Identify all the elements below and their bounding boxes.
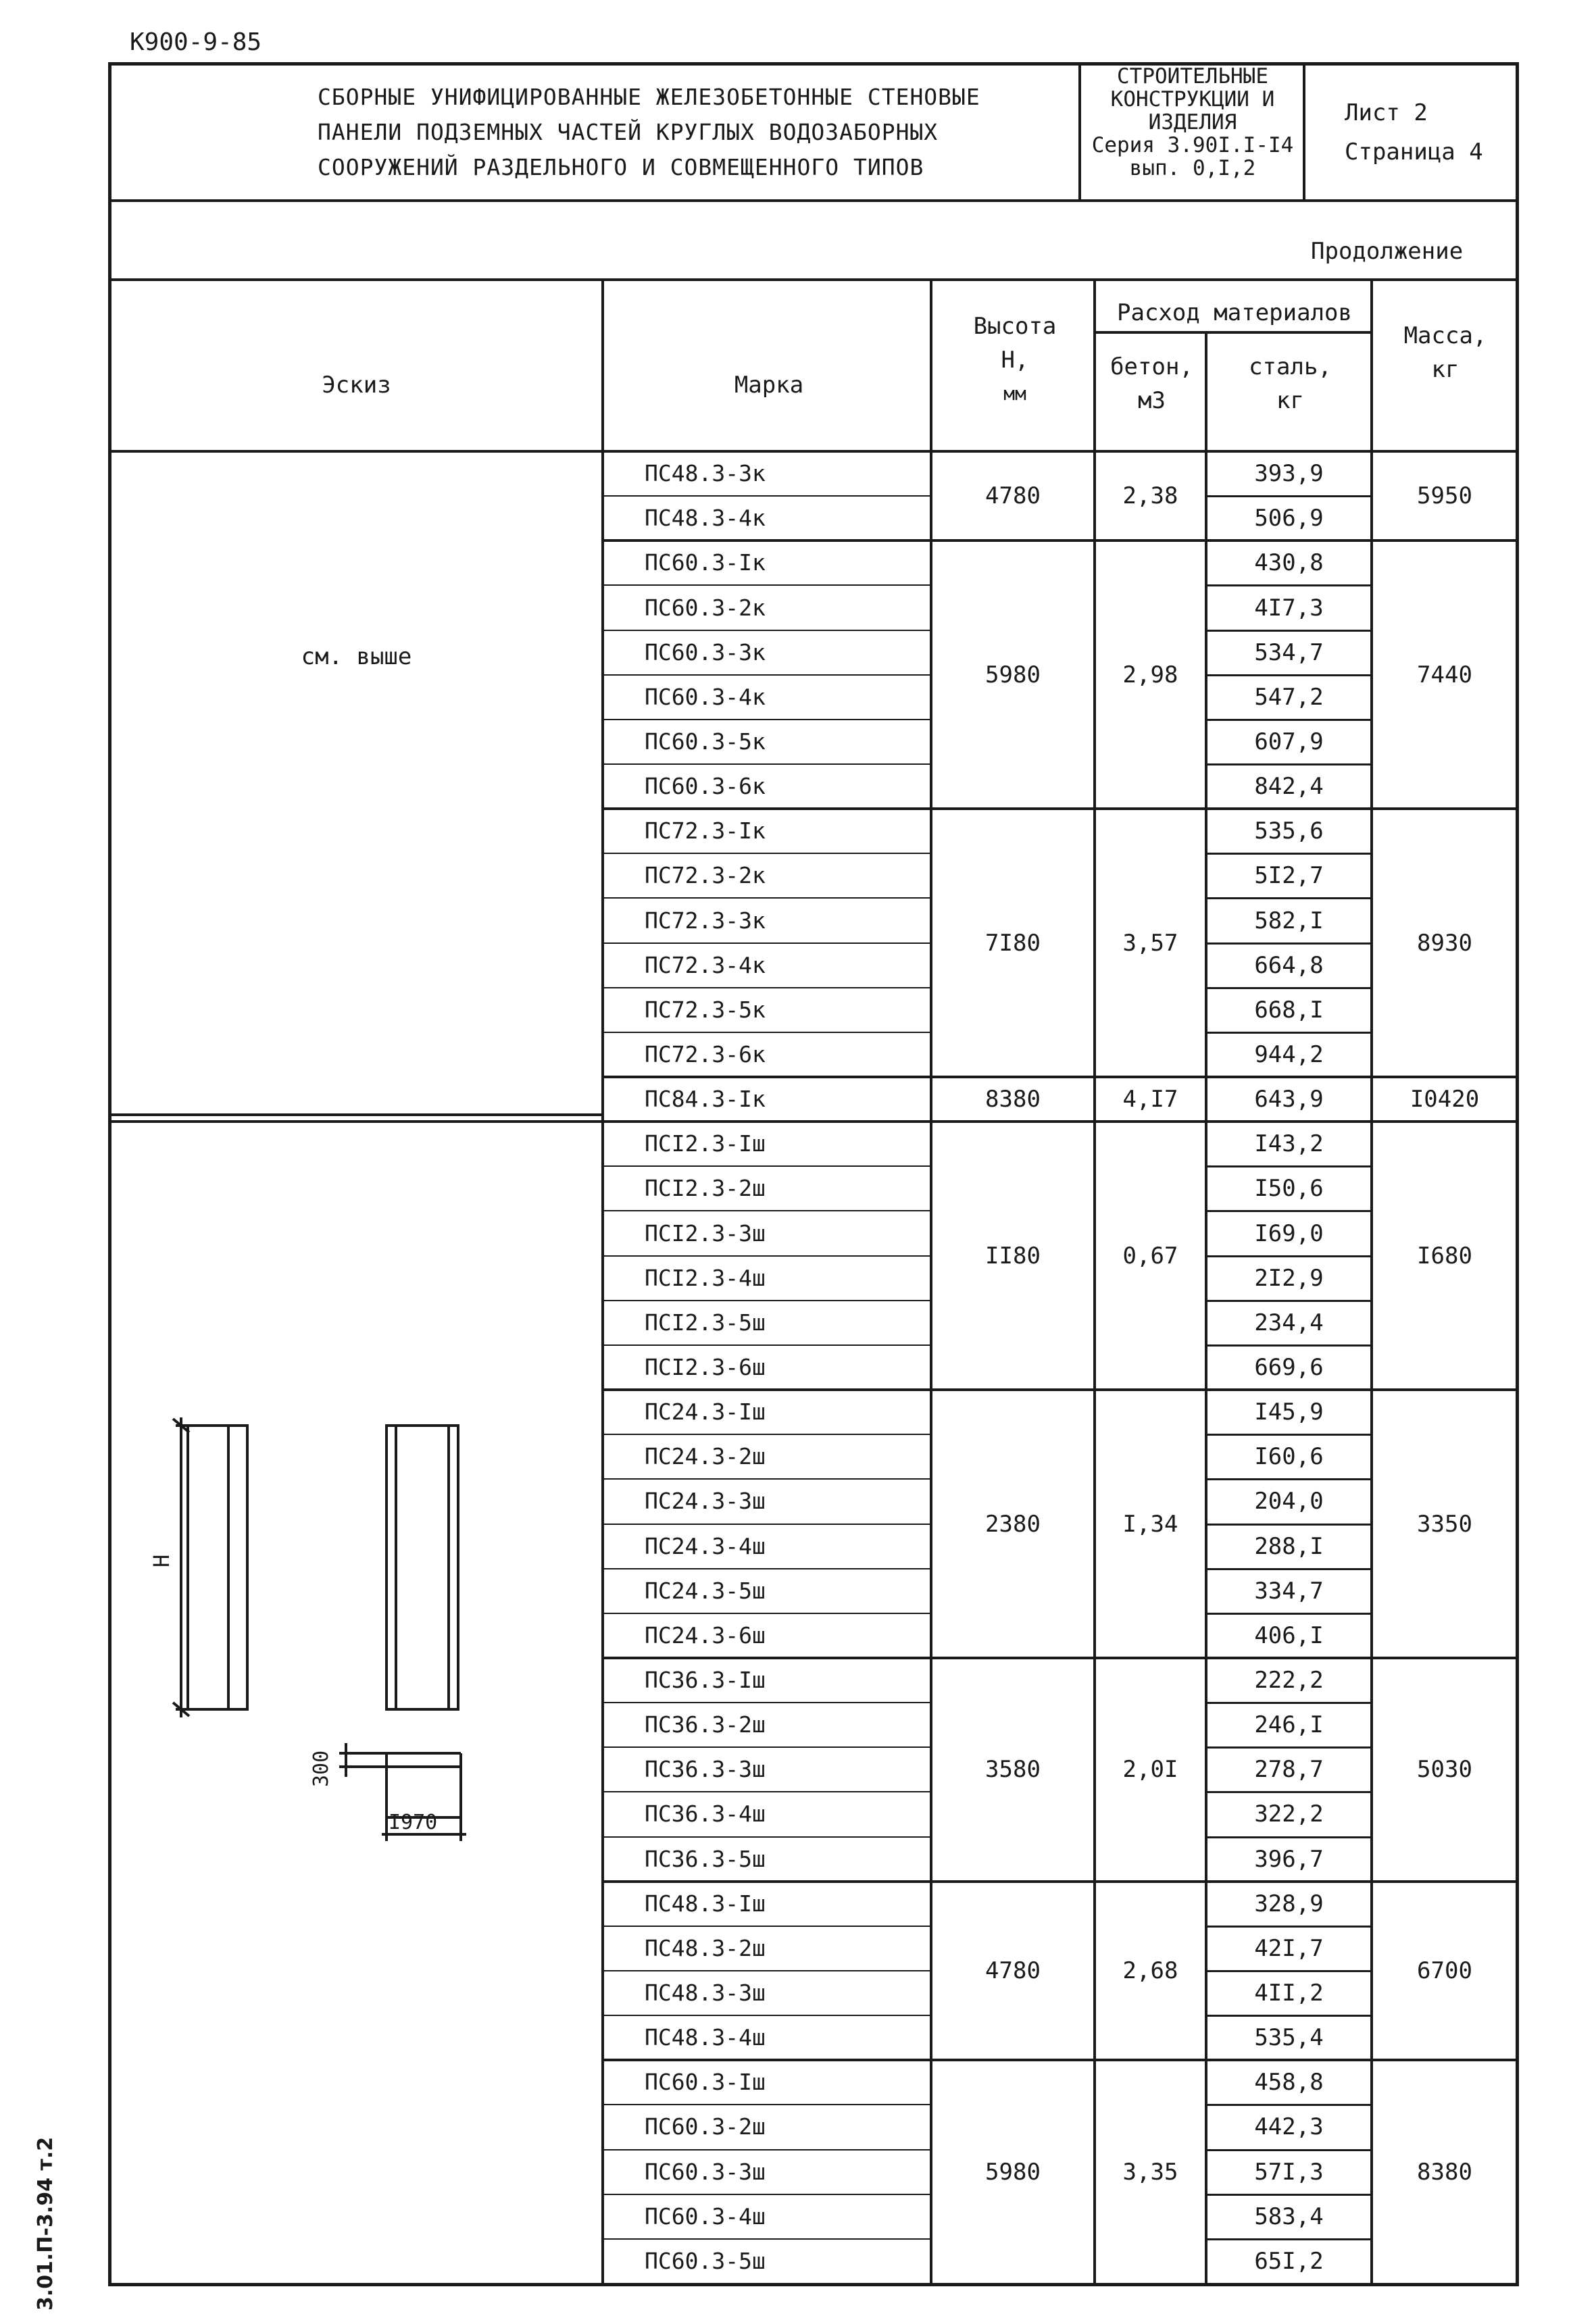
series-line-5: вып. 0,I,2 [1129,156,1256,180]
row-marka: ПС24.3-5ш [645,1577,766,1604]
row-steel: 393,9 [1254,460,1324,488]
sheet-number: Лист 2 [1345,99,1428,126]
panel-sketch [149,1405,500,1865]
group-concrete: 3,57 [1122,929,1178,957]
steel-row-divider [1207,1746,1372,1749]
row-marka: ПС60.3-2ш [645,2113,766,2140]
row-divider [603,1702,931,1703]
row-divider [603,853,931,854]
header-steel-line-2: кг [1276,387,1304,414]
sketch-label-1970: I970 [389,1811,438,1834]
row-marka: ПС48.3-Iш [645,1890,766,1917]
row-divider [603,987,931,988]
continuation-label: Продолжение [1311,238,1464,265]
row-divider [603,1478,931,1480]
row-marka: ПС36.3-4ш [645,1801,766,1828]
row-divider [603,1434,931,1435]
row-steel: 430,8 [1254,549,1324,577]
row-steel: I43,2 [1254,1130,1324,1158]
row-divider [603,630,931,631]
row-divider [603,763,931,765]
row-marka: ПСI2.3-6ш [645,1353,766,1380]
steel-row-divider [1207,2015,1372,2017]
row-steel: 607,9 [1254,728,1324,755]
row-steel: 204,0 [1254,1488,1324,1515]
header-materials: Расход материалов [1117,299,1352,326]
document-title [318,80,1068,185]
series-line-2: КОНСТРУКЦИИ И [1110,87,1275,111]
header-concrete [1096,350,1207,418]
row-steel: 944,2 [1254,1040,1324,1068]
steel-row-divider [1207,1568,1372,1570]
row-marka: ПС60.3-5к [645,728,766,755]
row-marka: ПС24.3-6ш [645,1621,766,1649]
steel-row-divider [1207,584,1372,586]
title-line-1: СБОРНЫЕ УНИФИЦИРОВАННЫЕ ЖЕЛЕЗОБЕТОННЫЕ СТЕНОВЫЕ [318,84,980,110]
group-height: II80 [985,1242,1041,1269]
row-marka: ПС36.3-Iш [645,1667,766,1693]
row-marka: ПС84.3-Iк [645,1086,766,1113]
steel-row-divider [1207,2194,1372,2196]
row-marka: ПСI2.3-5ш [645,1309,766,1336]
row-divider [603,1344,931,1346]
row-steel: 5I2,7 [1254,862,1324,890]
group-concrete: 2,0I [1122,1756,1178,1784]
header-steel-line-1: сталь, [1249,353,1332,380]
row-steel: 643,9 [1254,1086,1324,1113]
group-mass: I0420 [1410,1086,1480,1113]
row-divider [603,2238,931,2240]
row-marka: ПС36.3-2ш [645,1711,766,1738]
steel-row-divider [1207,1524,1372,1526]
row-marka: ПС48.3-3к [645,460,766,487]
row-divider [603,1300,931,1301]
group-height: 5980 [985,2158,1041,2186]
row-steel: 42I,7 [1254,1934,1324,1962]
header-marka: Марка [734,372,804,399]
steel-row-divider [1207,719,1372,721]
series-line-1: СТРОИТЕЛЬНЫЕ [1117,64,1268,89]
row-marka: ПС60.3-2к [645,594,766,621]
row-steel: 535,4 [1254,2024,1324,2052]
row-steel: 322,2 [1254,1801,1324,1828]
row-steel: 334,7 [1254,1577,1324,1605]
header-height-line-1: Высота [973,313,1057,340]
header-height [934,309,1096,411]
steel-row-divider [1207,1791,1372,1793]
row-divider [603,1791,931,1792]
row-marka: ПС72.3-2к [645,862,766,889]
row-divider [603,2194,931,2195]
row-divider [603,1926,931,1927]
row-marka: ПС36.3-3ш [645,1756,766,1783]
row-divider [603,1970,931,1971]
row-marka: ПС72.3-6к [645,1040,766,1067]
row-marka: ПС60.3-4ш [645,2203,766,2230]
steel-row-divider [1207,897,1372,899]
row-steel: I69,0 [1254,1219,1324,1247]
row-marka: ПСI2.3-2ш [645,1175,766,1202]
group-concrete: 3,35 [1122,2158,1178,2186]
group-mass: 6700 [1417,1957,1472,1984]
steel-row-divider [1207,1970,1372,1972]
steel-row-divider [1207,1300,1372,1302]
row-divider [603,1746,931,1748]
steel-row-divider [1207,1836,1372,1838]
row-steel: I45,9 [1254,1399,1324,1426]
row-marka: ПС72.3-Iк [645,818,766,845]
row-steel: 669,6 [1254,1353,1324,1381]
header-mass-line-1: Масса, [1403,322,1487,349]
row-marka: ПС60.3-6к [645,773,766,800]
steel-row-divider [1207,1613,1372,1615]
row-marka: ПС60.3-5ш [645,2247,766,2274]
sketch-section-divider [108,1113,603,1116]
panel-section [386,1753,461,1817]
row-steel: 458,8 [1254,2069,1324,2096]
row-steel: 278,7 [1254,1756,1324,1784]
row-steel: 396,7 [1254,1845,1324,1873]
steel-row-divider [1207,2238,1372,2240]
group-height: 4780 [985,482,1041,510]
row-divider [603,2015,931,2016]
header-concrete-line-2: м3 [1138,387,1166,414]
row-divider [603,495,931,497]
row-divider [603,942,931,944]
header-mass-line-2: кг [1431,356,1460,383]
row-divider [603,1255,931,1257]
steel-row-divider [1207,1926,1372,1928]
steel-row-divider [1207,1478,1372,1480]
row-marka: ПС60.3-4к [645,683,766,710]
group-height: 4780 [985,1957,1041,1984]
group-height: 3580 [985,1756,1041,1784]
row-marka: ПС60.3-Iш [645,2069,766,2096]
row-divider [603,1613,931,1614]
sketch-label-h: Н [149,1554,174,1567]
steel-row-divider [1207,1255,1372,1257]
row-marka: ПС24.3-3ш [645,1488,766,1515]
row-steel: 288,I [1254,1532,1324,1560]
row-marka: ПС60.3-3к [645,638,766,665]
series-line-4: Серия 3.90I.I-I4 [1091,133,1294,157]
row-divider [603,897,931,899]
row-marka: ПС24.3-4ш [645,1532,766,1559]
group-mass: 7440 [1417,661,1472,688]
group-mass: 5030 [1417,1756,1472,1784]
see-above-label: см. выше [301,643,412,670]
row-steel: I50,6 [1254,1175,1324,1203]
steel-row-divider [1207,853,1372,855]
group-concrete: 4,I7 [1122,1086,1178,1113]
row-steel: 328,9 [1254,1890,1324,1917]
row-steel: 4I7,3 [1254,594,1324,622]
row-divider [603,1568,931,1569]
steel-row-divider [1207,763,1372,765]
row-divider [603,584,931,586]
title-line-2: ПАНЕЛИ ПОДЗЕМНЫХ ЧАСТЕЙ КРУГЛЫХ ВОДОЗАБОРНЫХ [318,119,939,145]
row-divider [603,1032,931,1033]
row-divider [603,1210,931,1211]
group-concrete: I,34 [1122,1510,1178,1538]
header-height-line-3: мм [1003,382,1026,405]
header-height-line-2: Н, [1001,347,1029,374]
row-steel: 506,9 [1254,505,1324,532]
row-steel: 842,4 [1254,773,1324,801]
title-line-3: СООРУЖЕНИЙ РАЗДЕЛЬНОГО И СОВМЕЩЕННОГО ТИПОВ [318,154,924,180]
group-mass: 8930 [1417,929,1472,957]
row-steel: 2I2,9 [1254,1264,1324,1292]
row-marka: ПС60.3-3ш [645,2158,766,2185]
row-marka: ПС48.3-4к [645,505,766,532]
steel-row-divider [1207,674,1372,676]
row-marka: ПС36.3-5ш [645,1845,766,1872]
sketch-label-300: 300 [309,1750,333,1787]
row-marka: ПСI2.3-3ш [645,1219,766,1247]
row-marka: ПС48.3-3ш [645,1980,766,2007]
materials-sub-line [1096,331,1373,334]
steel-row-divider [1207,1032,1372,1034]
header-sketch: Эскиз [322,372,391,399]
series-line-3: ИЗДЕЛИЯ [1148,110,1237,134]
page-number: Страница 4 [1345,139,1483,166]
row-steel: 668,I [1254,996,1324,1024]
row-marka: ПС72.3-3к [645,907,766,934]
row-divider [603,1165,931,1167]
group-concrete: 2,68 [1122,1957,1178,1984]
steel-row-divider [1207,1344,1372,1347]
row-steel: 442,3 [1254,2113,1324,2141]
steel-row-divider [1207,630,1372,632]
row-steel: 246,I [1254,1711,1324,1739]
row-divider [603,2104,931,2105]
steel-row-divider [1207,942,1372,945]
row-steel: 57I,3 [1254,2158,1324,2186]
group-concrete: 0,67 [1122,1242,1178,1269]
group-mass: I680 [1417,1242,1472,1269]
group-mass: 5950 [1417,482,1472,510]
row-marka: ПС72.3-5к [645,996,766,1023]
sheet-info [1345,93,1483,172]
header-mass [1373,319,1518,386]
steel-row-divider [1207,1210,1372,1212]
row-marka: ПС24.3-Iш [645,1399,766,1426]
row-steel: I60,6 [1254,1443,1324,1471]
row-marka: ПС48.3-2ш [645,1934,766,1961]
steel-row-divider [1207,2104,1372,2106]
series-block [1081,65,1304,180]
panel-side-view [188,1426,247,1709]
group-mass: 3350 [1417,1510,1472,1538]
steel-row-divider [1207,1702,1372,1704]
row-marka: ПСI2.3-Iш [645,1130,766,1157]
steel-row-divider [1207,2149,1372,2151]
group-concrete: 2,98 [1122,661,1178,688]
row-steel: 583,4 [1254,2203,1324,2230]
row-steel: 4II,2 [1254,1980,1324,2007]
row-steel: 547,2 [1254,683,1324,711]
steel-row-divider [1207,495,1372,497]
steel-row-divider [1207,1434,1372,1436]
row-marka: ПС48.3-4ш [645,2024,766,2051]
row-steel: 664,8 [1254,951,1324,979]
row-divider [603,1836,931,1838]
row-steel: 65I,2 [1254,2247,1324,2275]
row-steel: 222,2 [1254,1667,1324,1694]
steel-row-divider [1207,1165,1372,1167]
group-height: 8380 [985,1086,1041,1113]
row-marka: ПСI2.3-4ш [645,1264,766,1291]
steel-row-divider [1207,987,1372,989]
row-steel: 582,I [1254,907,1324,934]
header-concrete-line-1: бетон, [1110,353,1193,380]
row-steel: 406,I [1254,1621,1324,1649]
header-steel [1207,350,1373,418]
group-height: 7I80 [985,929,1041,957]
row-divider [603,719,931,720]
row-divider [603,1524,931,1525]
table-top-line [108,278,1519,281]
row-steel: 535,6 [1254,818,1324,845]
row-steel: 234,4 [1254,1309,1324,1336]
row-divider [603,2149,931,2150]
group-mass: 8380 [1417,2158,1472,2186]
row-marka: ПС72.3-4к [645,951,766,978]
header-divider [108,199,1519,202]
row-divider [603,674,931,676]
group-height: 5980 [985,661,1041,688]
document-code: К900-9-85 [130,28,262,56]
row-marka: ПС24.3-2ш [645,1443,766,1470]
group-height: 2380 [985,1510,1041,1538]
row-steel: 534,7 [1254,638,1324,666]
group-concrete: 2,38 [1122,482,1178,510]
side-document-code: 3.01.П-3.94 т.2 [34,2136,57,2311]
row-marka: ПС60.3-Iк [645,549,766,576]
